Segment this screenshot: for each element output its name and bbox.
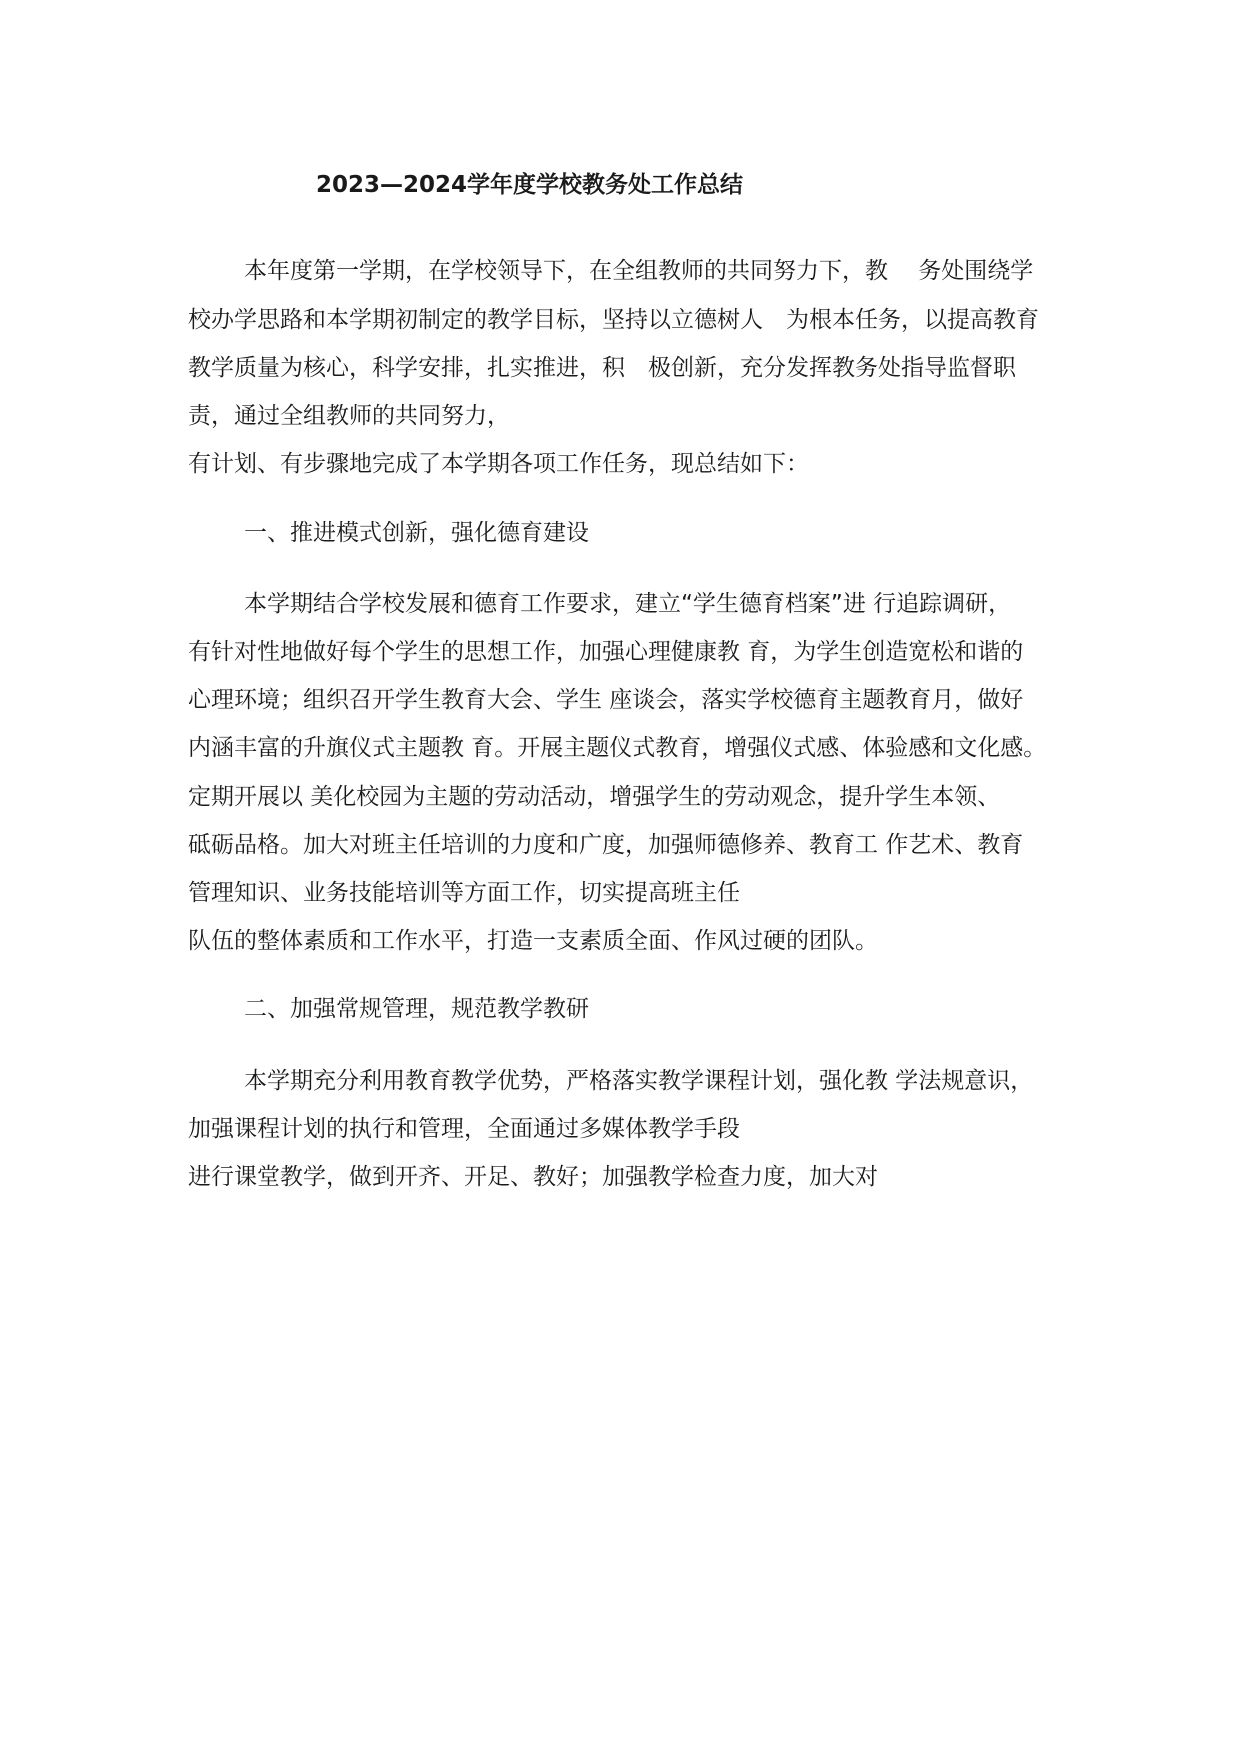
section1-line-4: 内涵丰富的升旗仪式主题教 育。开展主题仪式教育，增强仪式感、体验感和文化感。 — [188, 735, 1047, 761]
section1-line-6: 砥砺品格。加大对班主任培训的力度和广度，加强师德修养、教育工 作艺术、教育 — [188, 832, 1024, 858]
intro-line-1: 本年度第一学期，在学校领导下，在全组教师的共同努力下，教 务处围绕学 — [244, 258, 1034, 284]
section1-heading: 一、推进模式创新，强化德育建设 — [244, 520, 589, 546]
section2-line-2: 加强课程计划的执行和管理，全面通过多媒体教学手段 — [188, 1116, 740, 1142]
intro-line-4: 责，通过全组教师的共同努力， — [188, 403, 510, 429]
document-title: 2023—2024学年度学校教务处工作总结 — [316, 172, 744, 198]
section1-line-2: 有针对性地做好每个学生的思想工作，加强心理健康教 育，为学生创造宽松和谐的 — [188, 639, 1024, 665]
section2-line-3: 进行课堂教学，做到开齐、开足、教好；加强教学检查力度，加大对 — [188, 1164, 878, 1190]
section1-line-7: 管理知识、业务技能培训等方面工作，切实提高班主任 — [188, 880, 740, 906]
section1-line-8: 队伍的整体素质和工作水平，打造一支素质全面、作风过硬的团队。 — [188, 928, 878, 954]
section2-heading: 二、加强常规管理，规范教学教研 — [244, 996, 589, 1022]
section1-line-5: 定期开展以 美化校园为主题的劳动活动，增强学生的劳动观念，提升学生本领、 — [188, 784, 1001, 810]
intro-line-2: 校办学思路和本学期初制定的教学目标，坚持以立德树人 为根本任务，以提高教育 — [188, 307, 1039, 333]
section1-line-3: 心理环境；组织召开学生教育大会、学生 座谈会，落实学校德育主题教育月，做好 — [188, 687, 1024, 713]
section1-line-1: 本学期结合学校发展和德育工作要求，建立“学生德育档案”进 行追踪调研， — [244, 591, 1012, 617]
section2-line-1: 本学期充分利用教育教学优势，严格落实教学课程计划，强化教 学法规意识， — [244, 1068, 1034, 1094]
intro-line-3: 教学质量为核心，科学安排，扎实推进，积 极创新，充分发挥教务处指导监督职 — [188, 355, 1016, 381]
intro-line-5: 有计划、有步骤地完成了本学期各项工作任务，现总结如下： — [188, 451, 809, 477]
